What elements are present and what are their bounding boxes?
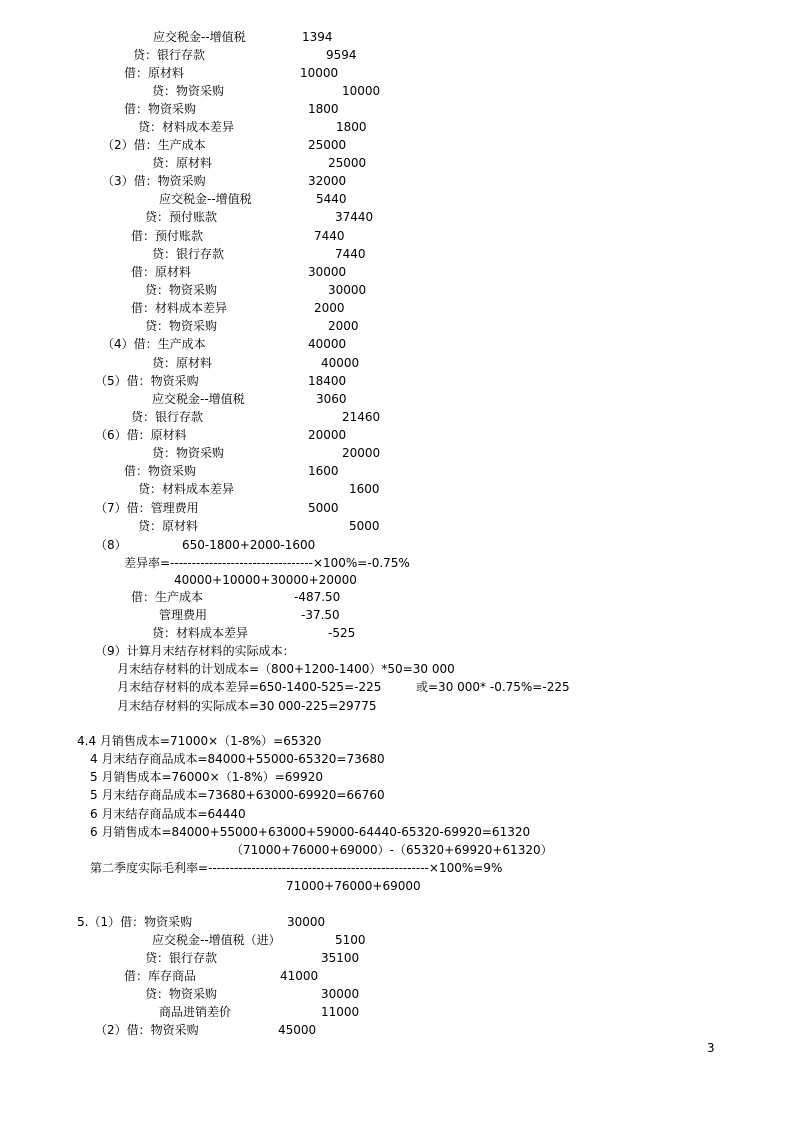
entry-amount: 40000 <box>308 337 347 351</box>
calc-extra: 或=30 000* -0.75%=-225 <box>416 680 570 694</box>
entry-label: 借：生产成本 <box>131 590 204 604</box>
entry-amount: 5000 <box>349 519 380 533</box>
entry-amount: 21460 <box>342 410 381 424</box>
entry-amount: 20000 <box>342 446 381 460</box>
entry-label: 贷：物资采购 <box>145 987 218 1001</box>
entry-amount: 7440 <box>314 229 345 243</box>
entry-amount: 2000 <box>328 319 359 333</box>
entry-label: 贷：银行存款 <box>145 951 218 965</box>
entry-amount: 1394 <box>302 30 333 44</box>
entry-amount: 30000 <box>308 265 347 279</box>
entry-label: 贷：材料成本差异 <box>138 120 235 134</box>
entry-label: 应交税金--增值税 <box>159 192 252 206</box>
entry-label: （5）借：物资采购 <box>95 374 199 388</box>
entry-label: 应交税金--增值税 <box>153 30 246 44</box>
entry-label: 借：库存商品 <box>124 969 197 983</box>
entry-label: （8） <box>95 538 127 552</box>
entry-amount: 41000 <box>280 969 319 983</box>
formula-denominator: 71000+76000+69000 <box>286 879 421 893</box>
entry-label: （7）借：管理费用 <box>95 501 199 515</box>
entry-label: （3）借：物资采购 <box>102 174 206 188</box>
calc-text: 5 月销售成本=76000×（1-8%）=69920 <box>90 770 323 784</box>
formula-numerator: （71000+76000+69000）-（65320+69920+61320） <box>231 843 553 857</box>
entry-label: 贷：材料成本差异 <box>138 482 235 496</box>
calc-text: （9）计算月末结存材料的实际成本： <box>95 644 295 658</box>
entry-label: 应交税金--增值税（进） <box>152 933 281 947</box>
entry-label: 贷：材料成本差异 <box>152 626 249 640</box>
entry-amount: 5000 <box>308 501 339 515</box>
entry-label: （2）借：生产成本 <box>102 138 206 152</box>
entry-amount: 20000 <box>308 428 347 442</box>
entry-amount: 40000 <box>321 356 360 370</box>
calc-text: 4.4 月销售成本=71000×（1-8%）=65320 <box>77 734 322 748</box>
entry-amount: 10000 <box>342 84 381 98</box>
entry-label: 贷：物资采购 <box>145 319 218 333</box>
calc-text: 4 月末结存商品成本=84000+55000-65320=73680 <box>90 752 385 766</box>
entry-label: 借：预付账款 <box>131 229 204 243</box>
entry-amount: 30000 <box>287 915 326 929</box>
calc-text: 月末结存材料的成本差异=650-1400-525=-225 <box>117 680 382 694</box>
formula-denominator: 40000+10000+30000+20000 <box>174 573 357 587</box>
entry-label: 贷：物资采购 <box>152 84 225 98</box>
entry-amount: 650-1800+2000-1600 <box>182 538 316 552</box>
entry-amount: 30000 <box>328 283 367 297</box>
entry-amount: 1800 <box>336 120 367 134</box>
formula-text: 差异率=---------------------------------×100%=-0.75% <box>124 556 410 570</box>
entry-amount: 5440 <box>316 192 347 206</box>
calc-text: 5 月末结存商品成本=73680+63000-69920=66760 <box>90 788 385 802</box>
entry-amount: 25000 <box>328 156 367 170</box>
entry-label: 应交税金--增值税 <box>152 392 245 406</box>
entry-label: 管理费用 <box>159 608 208 622</box>
page-number: 3 <box>707 1041 715 1055</box>
entry-amount: 30000 <box>321 987 360 1001</box>
entry-amount: 1600 <box>349 482 380 496</box>
calc-text: 6 月末结存商品成本=64440 <box>90 807 246 821</box>
entry-amount: 37440 <box>335 210 374 224</box>
entry-amount: 7440 <box>335 247 366 261</box>
entry-amount: -487.50 <box>294 590 341 604</box>
entry-label: 贷：银行存款 <box>131 410 204 424</box>
entry-amount: 25000 <box>308 138 347 152</box>
entry-amount: 11000 <box>321 1005 360 1019</box>
entry-amount: 2000 <box>314 301 345 315</box>
entry-amount: 35100 <box>321 951 360 965</box>
entry-label: 贷：物资采购 <box>152 446 225 460</box>
entry-label: 借：原材料 <box>131 265 192 279</box>
entry-label: 借：原材料 <box>124 66 185 80</box>
entry-amount: 10000 <box>300 66 339 80</box>
entry-label: （2）借：物资采购 <box>95 1023 199 1037</box>
entry-label: 贷：原材料 <box>152 356 213 370</box>
entry-label: 贷：预付账款 <box>145 210 218 224</box>
entry-label: 贷：物资采购 <box>145 283 218 297</box>
calc-text: 6 月销售成本=84000+55000+63000+59000-64440-65320-69920=61320 <box>90 825 531 839</box>
entry-amount: 1800 <box>308 102 339 116</box>
entry-label: 5.（1）借：物资采购 <box>77 915 193 929</box>
entry-label: （6）借：原材料 <box>95 428 187 442</box>
formula-text: 第二季度实际毛利率=---------------------------------------------------×100%=9% <box>90 861 503 875</box>
entry-label: 贷：原材料 <box>138 519 199 533</box>
entry-amount: 5100 <box>335 933 366 947</box>
entry-amount: 32000 <box>308 174 347 188</box>
entry-amount: -525 <box>328 626 356 640</box>
entry-label: 贷：原材料 <box>152 156 213 170</box>
entry-amount: 9594 <box>326 48 357 62</box>
entry-amount: 45000 <box>278 1023 317 1037</box>
entry-amount: 3060 <box>316 392 347 406</box>
entry-label: （4）借：生产成本 <box>102 337 206 351</box>
entry-label: 贷：银行存款 <box>133 48 206 62</box>
entry-label: 贷：银行存款 <box>152 247 225 261</box>
entry-amount: 18400 <box>308 374 347 388</box>
entry-label: 借：材料成本差异 <box>131 301 228 315</box>
calc-text: 月末结存材料的实际成本=30 000-225=29775 <box>117 699 377 713</box>
entry-label: 借：物资采购 <box>124 102 197 116</box>
entry-label: 借：物资采购 <box>124 464 197 478</box>
entry-amount: -37.50 <box>301 608 340 622</box>
entry-amount: 1600 <box>308 464 339 478</box>
entry-label: 商品进销差价 <box>159 1005 232 1019</box>
calc-text: 月末结存材料的计划成本=（800+1200-1400）*50=30 000 <box>117 662 455 676</box>
